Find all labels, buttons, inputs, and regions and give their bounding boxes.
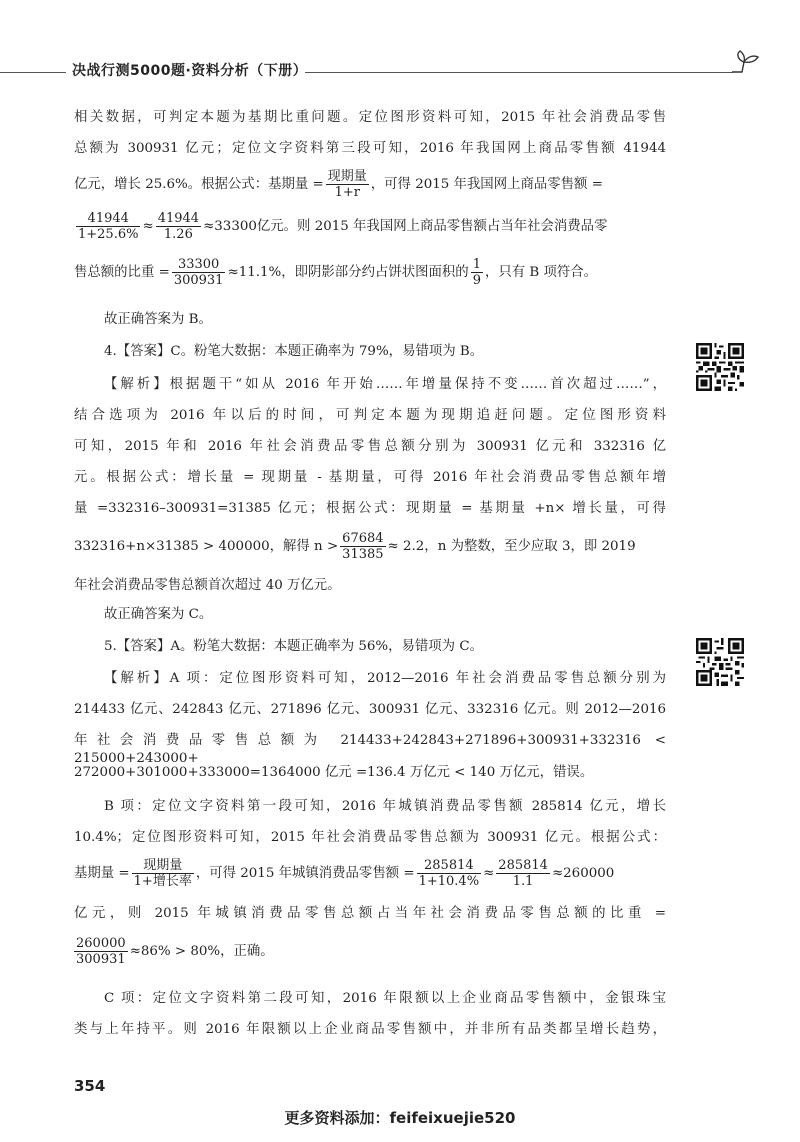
fraction: $\frac{260000}{300931}$ (76, 936, 126, 967)
answer-line: 故正确答案为 B。 (104, 312, 212, 327)
qr-code-icon (696, 638, 744, 686)
fraction: $\frac{33300}{300931}$ (173, 257, 224, 288)
fraction: $\frac{1}{9}$ (472, 257, 481, 288)
text-line: 总额为 300931 亿元；定位文字资料第三段可知，2016 年我国网上商品零售额 41944 (74, 141, 666, 156)
qr-code-icon (696, 343, 744, 391)
fraction: $\frac{\text{现期量}}{1+r}$ (327, 169, 367, 200)
fraction: $\frac{285814}{1+10.4\%}$ (418, 858, 480, 889)
text-line: C 项：定位文字资料第二段可知，2016 年限额以上企业商品零售额中，金银珠宝 (104, 991, 666, 1006)
running-header (0, 60, 760, 84)
question-answer-heading: 4.【答案】C。粉笔大数据：本题正确率为 79%，易错项为 B。 (104, 344, 484, 359)
text-line: 类与上年持平。则 2016 年限额以上企业商品零售额中，并非所有品类都呈增长趋势， (74, 1022, 666, 1037)
sprout-icon (728, 46, 760, 74)
text-line: 可知，2015 年和 2016 年社会消费品零售总额分别为 300931 亿元和 332316 亿 (74, 439, 666, 454)
text-line-with-formula: 332316+n×31385 > 400000，解得 n > $\frac{67684}{31385}$ ≈ 2.2，n 为整数，至少应取 3，即 2019 (74, 531, 636, 562)
fraction: $\frac{41944}{1.26}$ (157, 211, 200, 242)
book-title: 决战行测5000题·资料分析（下册） (72, 63, 308, 79)
text-line: 年社会消费品零售总额首次超过 40 万亿元。 (74, 578, 341, 593)
header-rule-left (0, 72, 66, 73)
text-line-with-formula: 售总额的比重 = $\frac{33300}{300931}$ ≈11.1%，即阴影部分约占饼状图面积的 $\frac{1}{9}$ ，只有 B 项符合。 (74, 257, 598, 288)
text-line: 10.4%；定位图形资料可知，2015 年社会消费品零售总额为 300931 亿元。根据公式： (74, 830, 666, 845)
text-line: 结合选项为 2016 年以后的时间，可判定本题为现期追赶问题。定位图形资料 (74, 408, 666, 423)
text-line: 年社会消费品零售总额为 214433+242843+271896+300931+332316 < 215000+243000+ (74, 733, 666, 766)
text-line: B 项：定位文字资料第一段可知，2016 年城镇消费品零售额 285814 亿元，增长 (104, 799, 666, 814)
text-line-with-formula: 基期量 = $\frac{\text{现期量}}{\text{1+增长率}}$ ，可得 2015 年城镇消费品零售额 = $\frac{285814}{1+10.4\%}$ ≈ $\frac{285814}{1.1}$ ≈260000 (74, 858, 615, 889)
answer-line: 故正确答案为 C。 (104, 607, 213, 622)
fraction: $\frac{\text{现期量}}{\text{1+增长率}}$ (133, 858, 192, 889)
text-line-with-formula: 亿元，增长 25.6%。根据公式：基期量 = $\frac{\text{现期量}}{1+r}$ ，可得 2015 年我国网上商品零售额 = (74, 169, 603, 200)
fraction: $\frac{67684}{31385}$ (342, 531, 384, 562)
text-line: 272000+301000+333000=1364000 亿元 =136.4 万亿元 < 140 万亿元，错误。 (74, 765, 594, 780)
footer-note: 更多资料添加：feifeixuejie520 (284, 1109, 516, 1127)
text-line: 214433 亿元、242843 亿元、271896 亿元、300931 亿元、332316 亿元。则 2012—2016 (74, 702, 666, 717)
page-number: 354 (74, 1077, 106, 1095)
text-line: 亿元，则 2015 年城镇消费品零售总额占当年社会消费品零售总额的比重 = (74, 906, 666, 921)
text-line: 元。根据公式：增长量 = 现期量 - 基期量，可得 2016 年社会消费品零售总额年增 (74, 470, 666, 485)
header-rule-right (305, 72, 733, 73)
text-line: 【解析】根据题干“如从 2016 年开始……年增量保持不变……首次超过……”， (104, 377, 666, 392)
question-answer-heading: 5.【答案】A。粉笔大数据：本题正确率为 56%，易错项为 C。 (104, 639, 483, 654)
fraction: $\frac{41944}{1+25.6\%}$ (78, 211, 139, 242)
text-line-with-formula: $\frac{41944}{1+25.6\%}$ ≈ $\frac{41944}{1.26}$ ≈33300亿元。则 2015 年我国网上商品零售额占当年社会消费品零 (78, 211, 608, 242)
fraction: $\frac{285814}{1.1}$ (498, 858, 548, 889)
text-line: 相关数据，可判定本题为基期比重问题。定位图形资料可知，2015 年社会消费品零售 (74, 110, 666, 125)
text-line: 量 =332316–300931=31385 亿元；根据公式：现期量 = 基期量 +n× 增长量，可得 (74, 501, 666, 516)
text-line-with-formula: $\frac{260000}{300931}$ ≈86% > 80%，正确。 (76, 936, 274, 967)
text-line: 【解析】A 项：定位图形资料可知，2012—2016 年社会消费品零售总额分别为 (104, 671, 666, 686)
